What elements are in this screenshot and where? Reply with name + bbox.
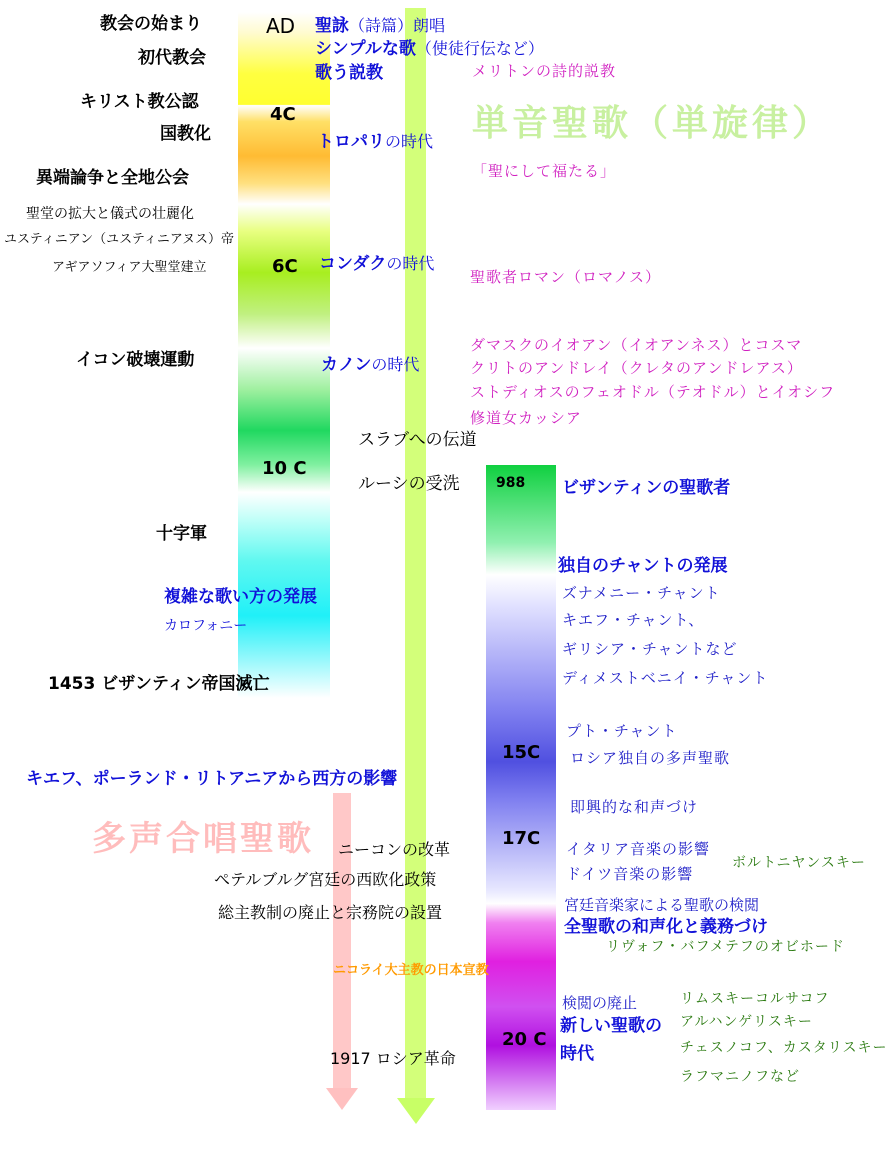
label-ad: AD — [266, 14, 296, 38]
note-canon-theodore: ストディオスのフェオドル（テオドル）とイオシフ — [470, 383, 836, 401]
event-slav-mission: スラブへの伝道 — [358, 430, 477, 450]
note-romanos: 聖歌者ロマン（ロマノス） — [470, 268, 661, 286]
event-state-religion: 国教化 — [160, 124, 211, 144]
event-simple-songs: シンプルな歌（使徒行伝など） — [315, 39, 544, 59]
note-holy-blessed: 「聖にして福たる」 — [472, 162, 617, 180]
event-hagia-sophia: アギアソフィア大聖堂建立 — [52, 260, 207, 275]
label-988: 988 — [496, 475, 526, 491]
monophonic-timeline-arrow-head — [397, 1098, 435, 1124]
note-new-chant-era-2: 時代 — [560, 1044, 594, 1064]
event-kontakion-era: コンダクの時代 — [319, 254, 435, 274]
note-chesnokov-kastalsky: チェスノコフ、カスタリスキー — [680, 1040, 888, 1056]
event-crusades: 十字軍 — [156, 524, 207, 544]
note-canon-john-cosmas: ダマスクのイオアン（イオアンネス）とコスマ — [470, 336, 803, 354]
event-nikon-reform: ニーコンの改革 — [338, 840, 451, 859]
note-arkhangelsky: アルハンゲリスキー — [680, 1014, 813, 1030]
event-kalofonia: カロフォニー — [164, 618, 248, 634]
event-russian-revolution: 1917 ロシア革命 — [330, 1049, 456, 1068]
note-rimsky-korsakov: リムスキーコルサコフ — [680, 991, 830, 1007]
note-censorship-abolished: 検閲の廃止 — [562, 994, 638, 1012]
event-petersburg-westernization: ペテルブルグ宮廷の西欧化政策 — [214, 870, 437, 889]
note-court-censorship: 宮廷音楽家による聖歌の検閲 — [564, 896, 760, 914]
event-complex-singing: 複雑な歌い方の発展 — [164, 587, 317, 607]
event-troparia-era: トロパリの時代 — [317, 132, 434, 152]
note-canon-andrew: クリトのアンドレイ（クレタのアンドレアス） — [470, 359, 803, 377]
event-sung-sermon: 歌う説教 — [315, 63, 383, 83]
event-justinian: ユスティニアン（ユスティニアヌス）帝 — [4, 232, 234, 247]
monophonic-chant-title: 単音聖歌（単旋律） — [472, 103, 833, 144]
note-greek-chant: ギリシア・チャントなど — [562, 640, 738, 658]
event-fall-byzantium: 1453 ビザンティン帝国滅亡 — [48, 674, 270, 694]
note-russian-polyphony: ロシア独自の多声聖歌 — [570, 749, 731, 767]
monophonic-timeline-arrow-shaft — [405, 8, 426, 1100]
note-melito: メリトンの詩的説教 — [472, 62, 617, 80]
label-17c: 17C — [502, 828, 541, 849]
note-byzantine-singers: ビザンティンの聖歌者 — [562, 478, 731, 498]
russian-timeline-bar — [486, 465, 556, 1110]
event-psalmody: 聖詠（詩篇）朗唱 — [315, 16, 446, 36]
polyphonic-chant-title: 多声合唱聖歌 — [92, 819, 314, 859]
polyphonic-timeline-arrow-shaft — [333, 793, 351, 1091]
event-church-start: 教会の始まり — [100, 14, 202, 34]
label-6c: 6C — [272, 256, 298, 277]
event-early-church: 初代教会 — [138, 48, 206, 68]
event-iconoclasm: イコン破壊運動 — [76, 350, 195, 370]
event-synod-establishment: 総主教制の廃止と宗務院の設置 — [218, 903, 443, 922]
label-15c: 15C — [502, 742, 541, 763]
polyphonic-timeline-arrow-head — [326, 1088, 358, 1110]
note-canon-kassia: 修道女カッシア — [470, 409, 582, 427]
note-znamenny: ズナメニー・チャント — [562, 584, 721, 602]
note-improvised-harmony: 即興的な和声づけ — [570, 798, 699, 816]
note-demestvenny: ディメストベニイ・チャント — [562, 669, 769, 687]
note-kiev-chant: キエフ・チャント、 — [562, 611, 705, 629]
note-put-chant: プト・チャント — [566, 722, 678, 740]
note-harmonization-mandate: 全聖歌の和声化と義務づけ — [564, 917, 768, 937]
note-german-influence: ドイツ音楽の影響 — [566, 865, 694, 883]
event-rus-baptism: ルーシの受洗 — [358, 474, 460, 494]
note-new-chant-era-1: 新しい聖歌の — [560, 1016, 662, 1036]
note-rachmaninoff: ラフマニノフなど — [680, 1069, 800, 1085]
note-lvov-obikhod: リヴォフ・バフメテフのオビホード — [606, 939, 845, 955]
note-own-chant: 独自のチャントの発展 — [558, 556, 728, 576]
note-italian-influence: イタリア音楽の影響 — [566, 840, 711, 858]
event-church-expansion: 聖堂の拡大と儀式の壮麗化 — [26, 206, 194, 222]
event-nikolai-japan-mission: ニコライ大主教の日本宣教 — [333, 963, 489, 978]
note-bortniansky: ボルトニヤンスキー — [732, 855, 866, 871]
event-west-influence: キエフ、ポーランド・リトアニアから西方の影響 — [26, 769, 398, 789]
label-4c: 4C — [270, 104, 296, 125]
label-10c: 10 C — [262, 458, 307, 479]
label-20c: 20 C — [502, 1029, 547, 1050]
event-canon-era: カノンの時代 — [321, 355, 420, 375]
event-recognition: キリスト教公認 — [80, 92, 199, 112]
event-heresy-councils: 異端論争と全地公会 — [36, 168, 189, 188]
